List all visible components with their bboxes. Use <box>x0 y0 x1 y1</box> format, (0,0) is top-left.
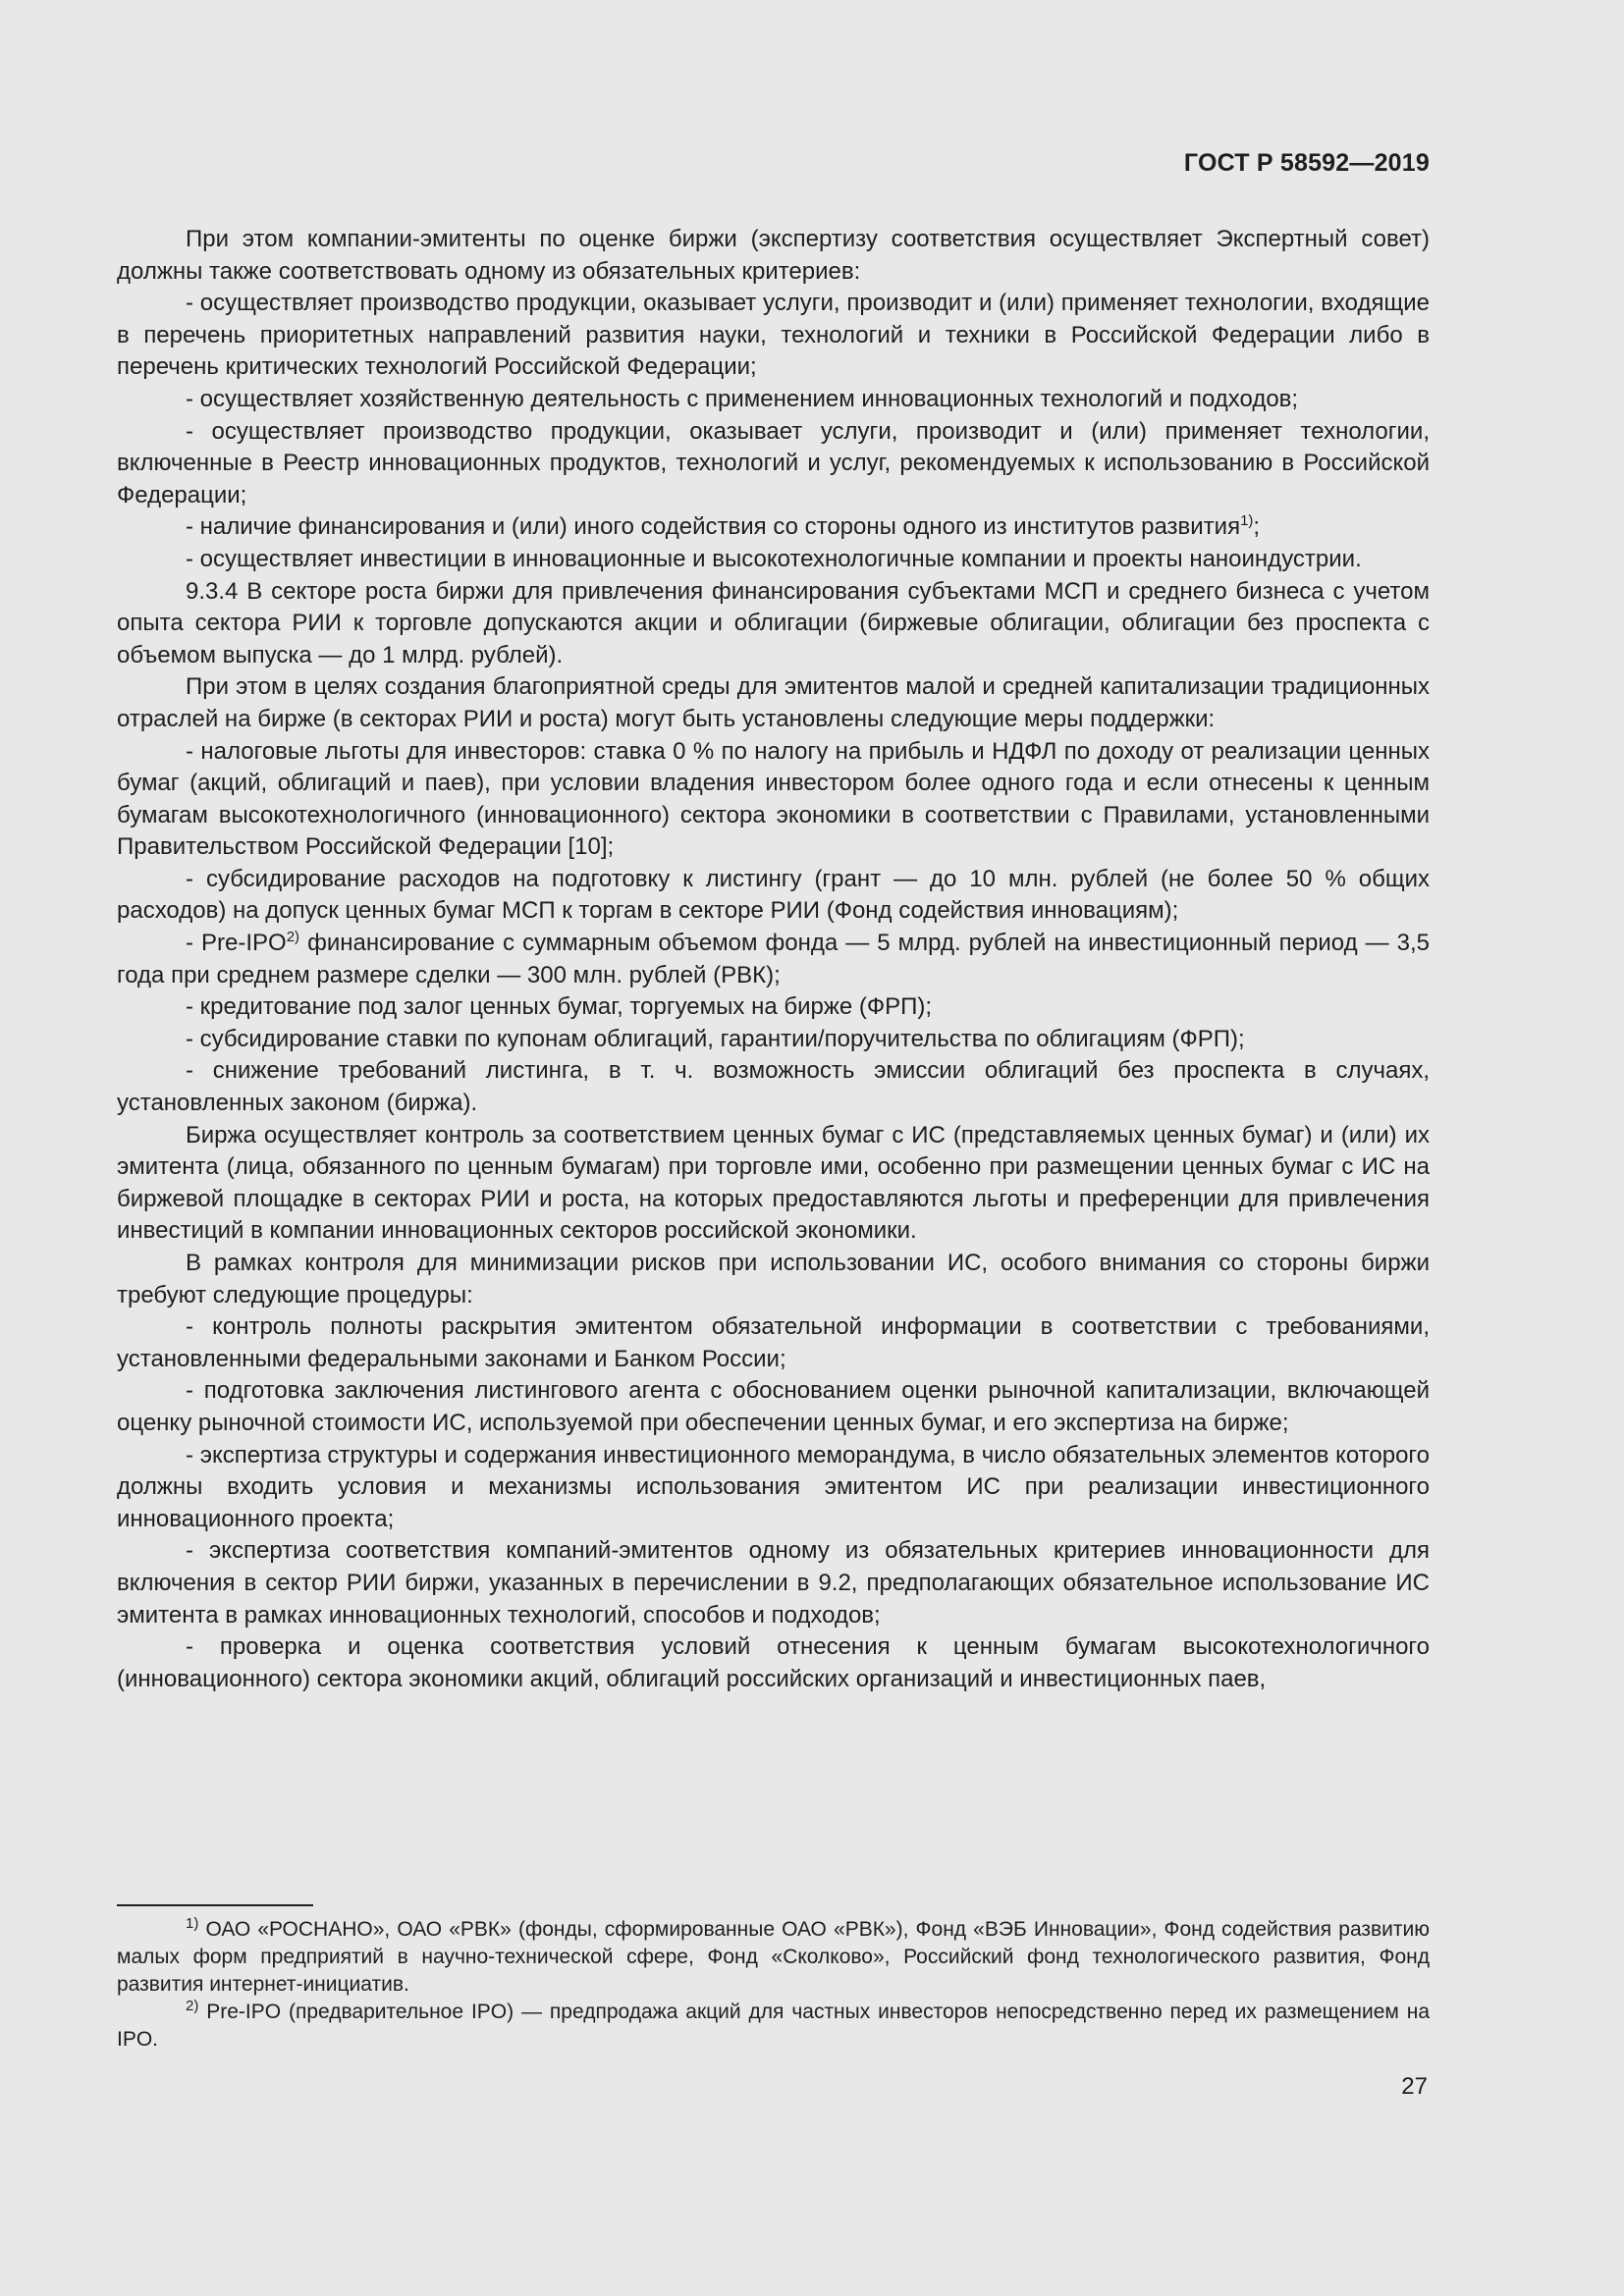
footnotes <box>117 1916 1430 2054</box>
page-number: 27 <box>1401 2073 1428 2100</box>
paragraph: В рамках контроля для минимизации рисков при использовании ИС, особого внимания со стороны биржи требуют следующие процедуры: <box>117 1250 1430 1308</box>
list-item: - проверка и оценка соответствия условий отнесения к ценным бумагам высокотехнологичного (инновационного) сектора экономики акций, облигаций российских организаций и инвестиционных паев, <box>117 1633 1430 1692</box>
footnote-text: Pre-IPO (предварительное IPO) — предпродажа акций для частных инвесторов непосредственно перед их размещением на IPO. <box>117 2001 1430 2051</box>
paragraph: При этом в целях создания благоприятной среды для эмитентов малой и средней капитализации традиционных отраслей на бирже (в секторах РИИ и роста) могут быть установлены следующие меры поддержки: <box>117 673 1430 732</box>
footnote-marker: 1) <box>186 1915 199 1932</box>
standard-designation: ГОСТ Р 58592—2019 <box>1183 149 1430 177</box>
list-item: - субсидирование ставки по купонам облигаций, гарантии/поручительства по облигациям (ФРП); <box>186 1025 1245 1052</box>
list-item: - подготовка заключения листингового агента с обоснованием оценки рыночной капитализации, включающей оценку рыночной стоимости ИС, используемой при обеспечении ценных бумаг, и его экспертиза на бирже; <box>117 1377 1430 1436</box>
list-item: - осуществляет производство продукции, оказывает услуги, производит и (или) применяет технологии, включенные в Реестр инновационных продуктов, технологий и услуг, рекомендуемых к использованию в Российской Федерации; <box>117 417 1430 508</box>
list-item-tail: финансирование с суммарным объемом фонда — 5 млрд. рублей на инвестиционный период — 3,5 года при среднем размере сделки — 300 млн. рублей (РВК); <box>117 930 1430 988</box>
list-item-tail: ; <box>1253 513 1261 541</box>
paragraph-intro: При этом компании-эмитенты по оценке биржи (экспертизу соответствия осуществляет Экспертный совет) должны также соответствовать одному из обязательных критериев: <box>117 226 1430 285</box>
list-item: - осуществляет инвестиции в инновационные и высокотехнологичные компании и проекты наноиндустрии. <box>186 545 1362 572</box>
list-item: - кредитование под залог ценных бумаг, торгуемых на бирже (ФРП); <box>186 993 933 1021</box>
list-item <box>117 928 1430 991</box>
list-item: - субсидирование расходов на подготовку к листингу (грант — до 10 млн. рублей (не более 50 % общих расходов) на допуск ценных бумаг МСП к торгам в секторе РИИ (Фонд содействия инновациям); <box>117 865 1430 925</box>
footnote-ref: 2) <box>286 929 300 946</box>
list-item-text: - Pre-IPO <box>186 930 287 957</box>
paragraph-clause-9-3-4: 9.3.4 В секторе роста биржи для привлечения финансирования субъектами МСП и среднего бизнеса с учетом опыта сектора РИИ к торговле допускаются акции и облигации (биржевые облигации, облигации без проспекта с объемом выпуска — до 1 млрд. рублей). <box>117 577 1430 668</box>
list-item: - экспертиза структуры и содержания инвестиционного меморандума, в число обязательных элементов которого должны входить условия и механизмы использования эмитентом ИС при реализации инвестиционного инновационного проекта; <box>117 1441 1430 1532</box>
footnote-marker: 2) <box>186 1998 199 2014</box>
paragraph: Биржа осуществляет контроль за соответствием ценных бумаг с ИС (представляемых ценных бумаг) и (или) их эмитента (лица, обязанного по ценным бумагам) при торговле ими, особенно при размещении ценных бумаг с ИС на биржевой площадке в секторах РИИ и роста, на которых предоставляются льготы и преференции для привлечения инвестиций в компании инновационных секторов российской экономики. <box>117 1121 1430 1245</box>
body-text <box>117 224 1430 1695</box>
list-item: - экспертиза соответствия компаний-эмитентов одному из обязательных критериев инновационности для включения в сектор РИИ биржи, указанных в перечислении в 9.2, предполагающих обязательное использование ИС эмитента в рамках инновационных технологий, способов и подходов; <box>117 1537 1430 1629</box>
list-item: - снижение требований листинга, в т. ч. возможность эмиссии облигаций без проспекта в случаях, установленных законом (биржа). <box>117 1057 1430 1117</box>
footnote-ref: 1) <box>1240 512 1254 530</box>
list-item: - контроль полноты раскрытия эмитентом обязательной информации в соответствии с требованиями, установленными федеральными законами и Банком России; <box>117 1313 1430 1372</box>
list-item: - налоговые льготы для инвесторов: ставка 0 % по налогу на прибыль и НДФЛ по доходу от реализации ценных бумаг (акций, облигаций и паев), при условии владения инвестором более одного года и если отнесены к ценным бумагам высокотехнологичного (инновационного) сектора экономики в соответствии с Правилами, установленными Правительством Российской Федерации [10]; <box>117 737 1430 861</box>
footnote <box>117 1916 1430 1999</box>
list-item: - осуществляет хозяйственную деятельность с применением инновационных технологий и подходов; <box>186 385 1299 412</box>
footnote-text: ОАО «РОСНАНО», ОАО «РВК» (фонды, сформированные ОАО «РВК»), Фонд «ВЭБ Инновации», Фонд содействия развитию малых форм предприятий в научно-технической сфере, Фонд «Сколково», Российский фонд технологического развития, Фонд развития интернет-инициатив. <box>117 1918 1430 1996</box>
list-item: - осуществляет производство продукции, оказывает услуги, производит и (или) применяет технологии, входящие в перечень приоритетных направлений развития науки, технологий и техники в Российской Федерации либо в перечень критических технологий Российской Федерации; <box>117 290 1430 381</box>
list-item-text: - наличие финансирования и (или) иного содействия со стороны одного из институтов развития <box>186 513 1241 541</box>
list-item <box>117 511 1430 544</box>
footnote <box>117 1999 1430 2054</box>
footnote-divider <box>117 1904 313 1906</box>
